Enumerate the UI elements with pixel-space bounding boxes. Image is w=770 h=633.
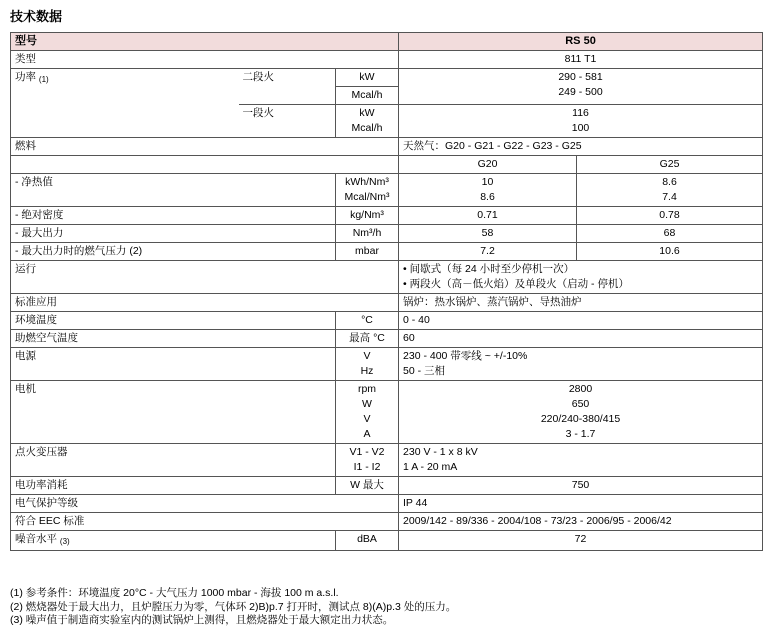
type-label: 类型 [11,51,399,69]
table-row [11,156,763,174]
ambient-label: 环境温度 [11,312,336,330]
fuel-value: 天然气：G20 - G21 - G22 - G23 - G25 [399,138,763,156]
consumption-unit: W 最大 [336,477,399,495]
stage2-label: 二段火 [239,69,336,105]
power-supply-values: 230 - 400 带零线 ~ +/-10% 50 - 三相 [399,348,763,381]
table-row [11,513,763,531]
motor-units: rpm W V A [336,381,399,444]
stage1-values: 116 100 [399,105,763,138]
motor-values: 2800 650 220/240-380/415 3 - 1.7 [399,381,763,444]
table-row [11,225,763,243]
table-row [11,444,763,477]
table-row [11,69,763,87]
protection-value: IP 44 [399,495,763,513]
gas-pressure-g20: 7.2 [399,243,577,261]
stage1-label: 一段火 [239,105,336,138]
power-supply-units: V Hz [336,348,399,381]
max-output-label: - 最大出力 [11,225,336,243]
table-row [11,477,763,495]
ignition-values: 230 V - 1 x 8 kV 1 A - 20 mA [399,444,763,477]
table-row [11,294,763,312]
air-temp-value: 60 [399,330,763,348]
eec-label: 符合 EEC 标准 [11,513,399,531]
table-row [11,174,763,207]
stage2-values: 290 - 581 249 - 500 [399,69,763,105]
density-g25: 0.78 [577,207,763,225]
operation-label: 运行 [11,261,399,294]
table-row [11,330,763,348]
table-row [11,261,763,294]
max-output-unit: Nm³/h [336,225,399,243]
operation-value: • 间歇式（每 24 小时至少停机一次） • 两段火（高－低火焰）及单段火（启动 - 停机） [399,261,763,294]
col-g25: G25 [577,156,763,174]
ignition-units: V1 - V2 I1 - I2 [336,444,399,477]
net-heat-g20: 10 8.6 [399,174,577,207]
eec-value: 2009/142 - 89/336 - 2004/108 - 73/23 - 2006/95 - 2006/42 [399,513,763,531]
footnotes [10,587,456,628]
noise-label: 噪音水平 $_{(3)}$ [11,531,336,551]
net-heat-units: kWh/Nm³ Mcal/Nm³ [336,174,399,207]
net-heat-label: - 净热值 [11,174,336,207]
ambient-value: 0 - 40 [399,312,763,330]
technical-data-table [10,32,763,551]
ignition-label: 点火变压器 [11,444,336,477]
ambient-unit: °C [336,312,399,330]
footnote-2: (2) 燃烧器处于最大出力，且炉膛压力为零，气体环 2)B)p.7 打开时，测试点 8)(A)p.3 处的压力。 [10,600,457,613]
table-row [11,381,763,444]
table-row [11,51,763,69]
stage2-unit-mcal: Mcal/h [336,87,399,105]
footnote-3: (3) 噪声值于制造商实验室内的测试锅炉上测得，且燃烧器处于最大额定出力状态。 [10,614,394,626]
gas-pressure-label: - 最大出力时的燃气压力 (2) [11,243,336,261]
max-output-g25: 68 [577,225,763,243]
protection-label: 电气保护等级 [11,495,399,513]
noise-unit: dBA [336,531,399,551]
gas-pressure-unit: mbar [336,243,399,261]
density-unit: kg/Nm³ [336,207,399,225]
model-label: 型号 [11,33,399,51]
table-row [11,207,763,225]
table-row [11,348,763,381]
density-label: - 绝对密度 [11,207,336,225]
max-output-g20: 58 [399,225,577,243]
page-title: 技术数据 [10,9,63,24]
type-value: 811 T1 [399,51,763,69]
application-label: 标准应用 [11,294,399,312]
air-temp-label: 助燃空气温度 [11,330,336,348]
density-g20: 0.71 [399,207,577,225]
consumption-label: 电功率消耗 [11,477,336,495]
table-row [11,312,763,330]
table-row [11,495,763,513]
fuel-label: 燃料 [11,138,399,156]
table-header-row [11,33,763,51]
footnote-1: (1) 参考条件：环境温度 20°C - 大气压力 1000 mbar - 海拔 100 m a.s.l. [10,587,339,599]
stage2-unit-kw: kW [336,69,399,87]
model-value: RS 50 [399,33,763,51]
net-heat-g25: 8.6 7.4 [577,174,763,207]
motor-label: 电机 [11,381,336,444]
table-row [11,243,763,261]
power-supply-label: 电源 [11,348,336,381]
application-value: 锅炉：热水锅炉、蒸汽锅炉、导热油炉 [399,294,763,312]
consumption-value: 750 [399,477,763,495]
col-g20: G20 [399,156,577,174]
gas-pressure-g25: 10.6 [577,243,763,261]
noise-value: 72 [399,531,763,551]
table-row [11,138,763,156]
table-row [11,531,763,551]
power-label: 功率 $_{(1)}$ [11,69,239,138]
stage1-units: kW Mcal/h [336,105,399,138]
air-temp-unit: 最高 °C [336,330,399,348]
